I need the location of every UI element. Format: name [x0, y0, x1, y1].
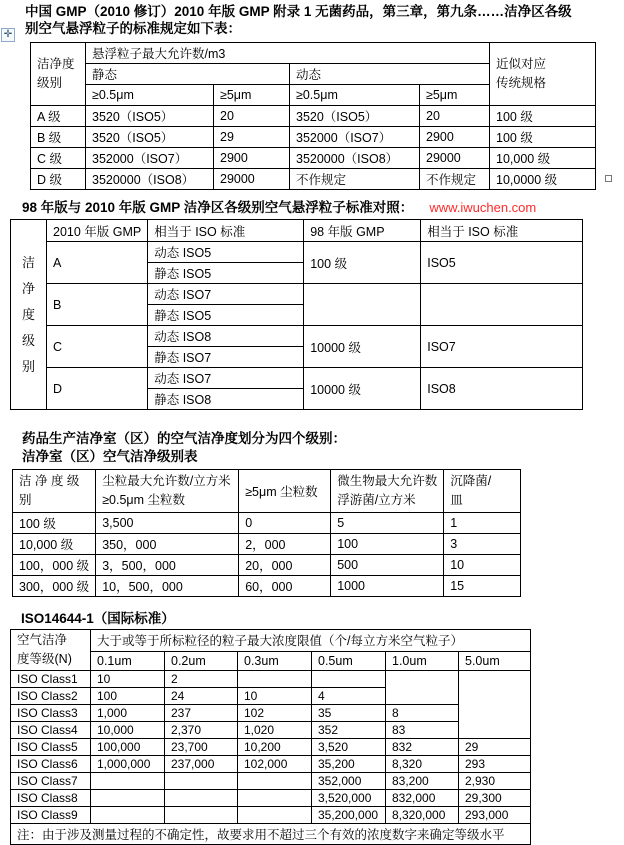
t1-cell: 100 级	[490, 127, 596, 148]
section-heading-four-levels: 药品生产洁净室（区）的空气洁净度划分为四个级别：	[22, 431, 346, 446]
t4-cell	[238, 807, 312, 824]
t2-cell: 静态 ISO5	[148, 263, 304, 284]
t1-header-ge5-dynamic: ≥5μm	[420, 85, 490, 106]
t1-cell-level: A 级	[31, 106, 86, 127]
t4-cell: 1,000	[91, 705, 165, 722]
t3-cell: 10，500，000	[96, 576, 239, 597]
t2-side-label: 洁净度级别	[11, 220, 47, 410]
t3-cell: 2，000	[239, 534, 331, 555]
table-row	[11, 242, 583, 263]
t2-header-98: 98 年版 GMP	[304, 220, 421, 242]
t4-cell: 35,200	[312, 756, 386, 773]
t3-cell: 1	[444, 513, 521, 534]
t4-note: 注：由于涉及测量过程的不确定性，故要求用不超过三个有效的浓度数字来确定等级水平	[11, 824, 531, 845]
table-row	[31, 148, 596, 169]
t2-cell: ISO5	[421, 242, 583, 284]
t4-cell: 8,320	[386, 756, 459, 773]
comparison-heading-text: 98 年版与 2010 年版 GMP 洁净区各级别空气悬浮粒子标准对照：	[22, 200, 414, 215]
t4-class: ISO Class9	[11, 807, 91, 824]
t2-cell	[421, 284, 583, 326]
t3-header-settle: 沉降菌/ 皿	[444, 470, 521, 513]
t4-cell: 83	[386, 722, 459, 739]
t2-cell: 动态 ISO8	[148, 326, 304, 347]
t3-cell: 15	[444, 576, 521, 597]
t4-cell: 24	[165, 688, 238, 705]
t2-grade: B	[47, 284, 148, 326]
t4-cell	[91, 773, 165, 790]
t3-cell: 60，000	[239, 576, 331, 597]
t1-cell: 3520（ISO5）	[86, 106, 214, 127]
table-row	[13, 576, 521, 597]
t4-cell	[165, 790, 238, 807]
t1-cell: 3520000（ISO8）	[290, 148, 420, 169]
t3-header-ge5: ≥5μm 尘粒数	[239, 470, 331, 513]
t2-cell	[304, 284, 421, 326]
t1-header-dynamic: 动态	[290, 64, 490, 85]
t4-cell	[91, 790, 165, 807]
t3-cell: 20，000	[239, 555, 331, 576]
t4-cell	[165, 807, 238, 824]
t2-cell: ISO7	[421, 326, 583, 368]
t1-cell: 29	[214, 127, 290, 148]
t4-cell: 2	[165, 671, 238, 688]
t1-header-ge05-dynamic: ≥0.5μm	[290, 85, 420, 106]
table-row	[11, 807, 531, 824]
t3-header-level: 洁 净 度 级 别	[13, 470, 96, 513]
t4-header-size: 5.0um	[459, 651, 531, 670]
t4-cell: 23,700	[165, 739, 238, 756]
t4-cell	[238, 671, 312, 688]
t2-cell: 10000 级	[304, 368, 421, 410]
t3-cell-level: 100，000 级	[13, 555, 96, 576]
t4-cell: 237,000	[165, 756, 238, 773]
t1-cell: 100 级	[490, 106, 596, 127]
t4-class: ISO Class2	[11, 688, 91, 705]
t4-cell: 29	[459, 739, 531, 756]
table-row	[11, 368, 583, 389]
t4-cell: 4	[312, 688, 386, 705]
t4-cell: 3,520,000	[312, 790, 386, 807]
t4-cell: 1,000,000	[91, 756, 165, 773]
t3-header-microbe: 微生物最大允许数 浮游菌/立方米	[331, 470, 444, 513]
t4-cell: 1,020	[238, 722, 312, 739]
t4-cell	[238, 790, 312, 807]
t2-cell: ISO8	[421, 368, 583, 410]
t3-cell: 10	[444, 555, 521, 576]
t4-header-class: 空气洁净 度等级(N)	[11, 630, 91, 671]
t2-header-2010: 2010 年版 GMP	[47, 220, 148, 242]
t3-cell: 100	[331, 534, 444, 555]
table-row	[11, 790, 531, 807]
t4-cell: 35	[312, 705, 386, 722]
t4-cell: 237	[165, 705, 238, 722]
table-row	[13, 534, 521, 555]
t4-cell: 35,200,000	[312, 807, 386, 824]
t4-cell: 10	[91, 671, 165, 688]
t4-cell	[459, 671, 531, 739]
t1-cell: 不作规定	[420, 169, 490, 190]
t1-cell-level: D 级	[31, 169, 86, 190]
t4-cell	[312, 671, 386, 688]
t4-cell: 293,000	[459, 807, 531, 824]
t1-cell: 3520（ISO5）	[290, 106, 420, 127]
table-row	[11, 824, 531, 845]
table-row	[11, 326, 583, 347]
t1-cell: 352000（ISO7）	[290, 127, 420, 148]
gmp2010-particle-table	[30, 42, 596, 190]
t3-cell-level: 100 级	[13, 513, 96, 534]
t4-cell: 3,520	[312, 739, 386, 756]
cleanroom-level-table	[12, 469, 521, 597]
t2-header-iso-a: 相当于 ISO 标准	[148, 220, 304, 242]
title-line-2: 别空气悬浮粒子的标准规定如下表：	[25, 21, 241, 36]
t4-cell: 10	[238, 688, 312, 705]
t4-cell: 293	[459, 756, 531, 773]
t1-cell: 20	[420, 106, 490, 127]
t4-cell: 352,000	[312, 773, 386, 790]
t4-header-size: 0.2um	[165, 651, 238, 670]
t4-cell: 352	[312, 722, 386, 739]
t2-cell: 静态 ISO7	[148, 347, 304, 368]
t4-class: ISO Class4	[11, 722, 91, 739]
gmp-iso-comparison-table	[10, 219, 583, 410]
t1-cell: 3520000（ISO8）	[86, 169, 214, 190]
table-row	[11, 705, 531, 722]
t1-cell: 352000（ISO7）	[86, 148, 214, 169]
t1-cell: 10,0000 级	[490, 169, 596, 190]
t1-cell: 2900	[214, 148, 290, 169]
t4-cell: 102	[238, 705, 312, 722]
t1-header-static: 静态	[86, 64, 290, 85]
table-row	[11, 284, 583, 305]
t4-cell: 832	[386, 739, 459, 756]
table-row	[11, 739, 531, 756]
t1-cell: 10,000 级	[490, 148, 596, 169]
t2-cell: 动态 ISO5	[148, 242, 304, 263]
t4-class: ISO Class7	[11, 773, 91, 790]
table-row	[13, 555, 521, 576]
t1-cell: 3520（ISO5）	[86, 127, 214, 148]
t2-cell: 静态 ISO5	[148, 305, 304, 326]
t2-cell: 静态 ISO8	[148, 389, 304, 410]
t4-cell	[386, 671, 459, 705]
table-row	[11, 773, 531, 790]
t3-cell: 3，500，000	[96, 555, 239, 576]
t3-header-dust05: 尘粒最大允许数/立方米 ≥0.5μm 尘粒数	[96, 470, 239, 513]
table-row	[31, 106, 596, 127]
t3-cell-level: 10,000 级	[13, 534, 96, 555]
t3-cell: 3	[444, 534, 521, 555]
t1-header-ge05-static: ≥0.5μm	[86, 85, 214, 106]
t4-cell: 100,000	[91, 739, 165, 756]
t4-cell: 2,930	[459, 773, 531, 790]
t4-cell: 102,000	[238, 756, 312, 773]
table-row	[11, 756, 531, 773]
t4-header-size: 0.3um	[238, 651, 312, 670]
page-title	[25, 3, 624, 37]
t1-header-traditional: 近似对应 传统规格	[490, 43, 596, 106]
t1-header-level: 洁净度 级别	[31, 43, 86, 106]
t4-header-limit: 大于或等于所标粒径的粒子最大浓度限值（个/每立方米空气粒子）	[91, 630, 531, 652]
t1-header-particles: 悬浮粒子最大允许数/m3	[86, 43, 490, 64]
t2-cell: 100 级	[304, 242, 421, 284]
t3-cell: 500	[331, 555, 444, 576]
t3-cell: 5	[331, 513, 444, 534]
t3-cell: 1000	[331, 576, 444, 597]
t3-cell: 3,500	[96, 513, 239, 534]
t4-cell	[165, 773, 238, 790]
t4-class: ISO Class8	[11, 790, 91, 807]
t4-cell	[91, 807, 165, 824]
t2-cell: 动态 ISO7	[148, 368, 304, 389]
t1-header-ge5-static: ≥5μm	[214, 85, 290, 106]
t4-cell: 10,000	[91, 722, 165, 739]
document-page	[0, 3, 624, 842]
t4-cell: 83,200	[386, 773, 459, 790]
table-row	[13, 513, 521, 534]
t4-cell: 8,320,000	[386, 807, 459, 824]
t1-cell: 2900	[420, 127, 490, 148]
t2-grade: D	[47, 368, 148, 410]
t4-class: ISO Class5	[11, 739, 91, 756]
table-row	[11, 671, 531, 688]
t2-cell: 动态 ISO7	[148, 284, 304, 305]
t4-cell: 2,370	[165, 722, 238, 739]
t4-cell: 8	[386, 705, 459, 722]
table-row	[11, 722, 531, 739]
t2-cell: 10000 级	[304, 326, 421, 368]
website-link[interactable]: www.iwuchen.com	[429, 200, 537, 215]
t4-cell	[238, 773, 312, 790]
t1-cell-level: C 级	[31, 148, 86, 169]
t4-cell: 832,000	[386, 790, 459, 807]
table-resize-handle[interactable]	[605, 175, 612, 182]
section-heading-level-table: 洁净室（区）空气洁净级别表	[22, 449, 198, 464]
t4-class: ISO Class6	[11, 756, 91, 773]
t1-cell: 29000	[420, 148, 490, 169]
table-row	[31, 127, 596, 148]
t4-cell: 100	[91, 688, 165, 705]
title-line-1: 中国 GMP（2010 修订）2010 年版 GMP 附录 1 无菌药品，第三章，第九条……洁净区各级	[25, 4, 572, 19]
iso14644-table	[10, 629, 531, 845]
t3-cell-level: 300，000 级	[13, 576, 96, 597]
t4-header-size: 0.1um	[91, 651, 165, 670]
t2-grade: A	[47, 242, 148, 284]
t3-cell: 350，000	[96, 534, 239, 555]
t1-cell-level: B 级	[31, 127, 86, 148]
t2-header-iso-b: 相当于 ISO 标准	[421, 220, 583, 242]
t2-grade: C	[47, 326, 148, 368]
t3-cell: 0	[239, 513, 331, 534]
t1-cell: 29000	[214, 169, 290, 190]
t4-cell: 10,200	[238, 739, 312, 756]
t4-class: ISO Class1	[11, 671, 91, 688]
table-row	[31, 169, 596, 190]
section-heading-comparison	[22, 199, 624, 216]
t4-class: ISO Class3	[11, 705, 91, 722]
table-move-handle-icon[interactable]: ✛	[1, 28, 15, 42]
t4-header-size: 0.5um	[312, 651, 386, 670]
t4-header-size: 1.0um	[386, 651, 459, 670]
t1-cell: 不作规定	[290, 169, 420, 190]
t1-cell: 20	[214, 106, 290, 127]
section-heading-iso14644: ISO14644-1（国际标准）	[21, 611, 175, 626]
t4-cell: 29,300	[459, 790, 531, 807]
